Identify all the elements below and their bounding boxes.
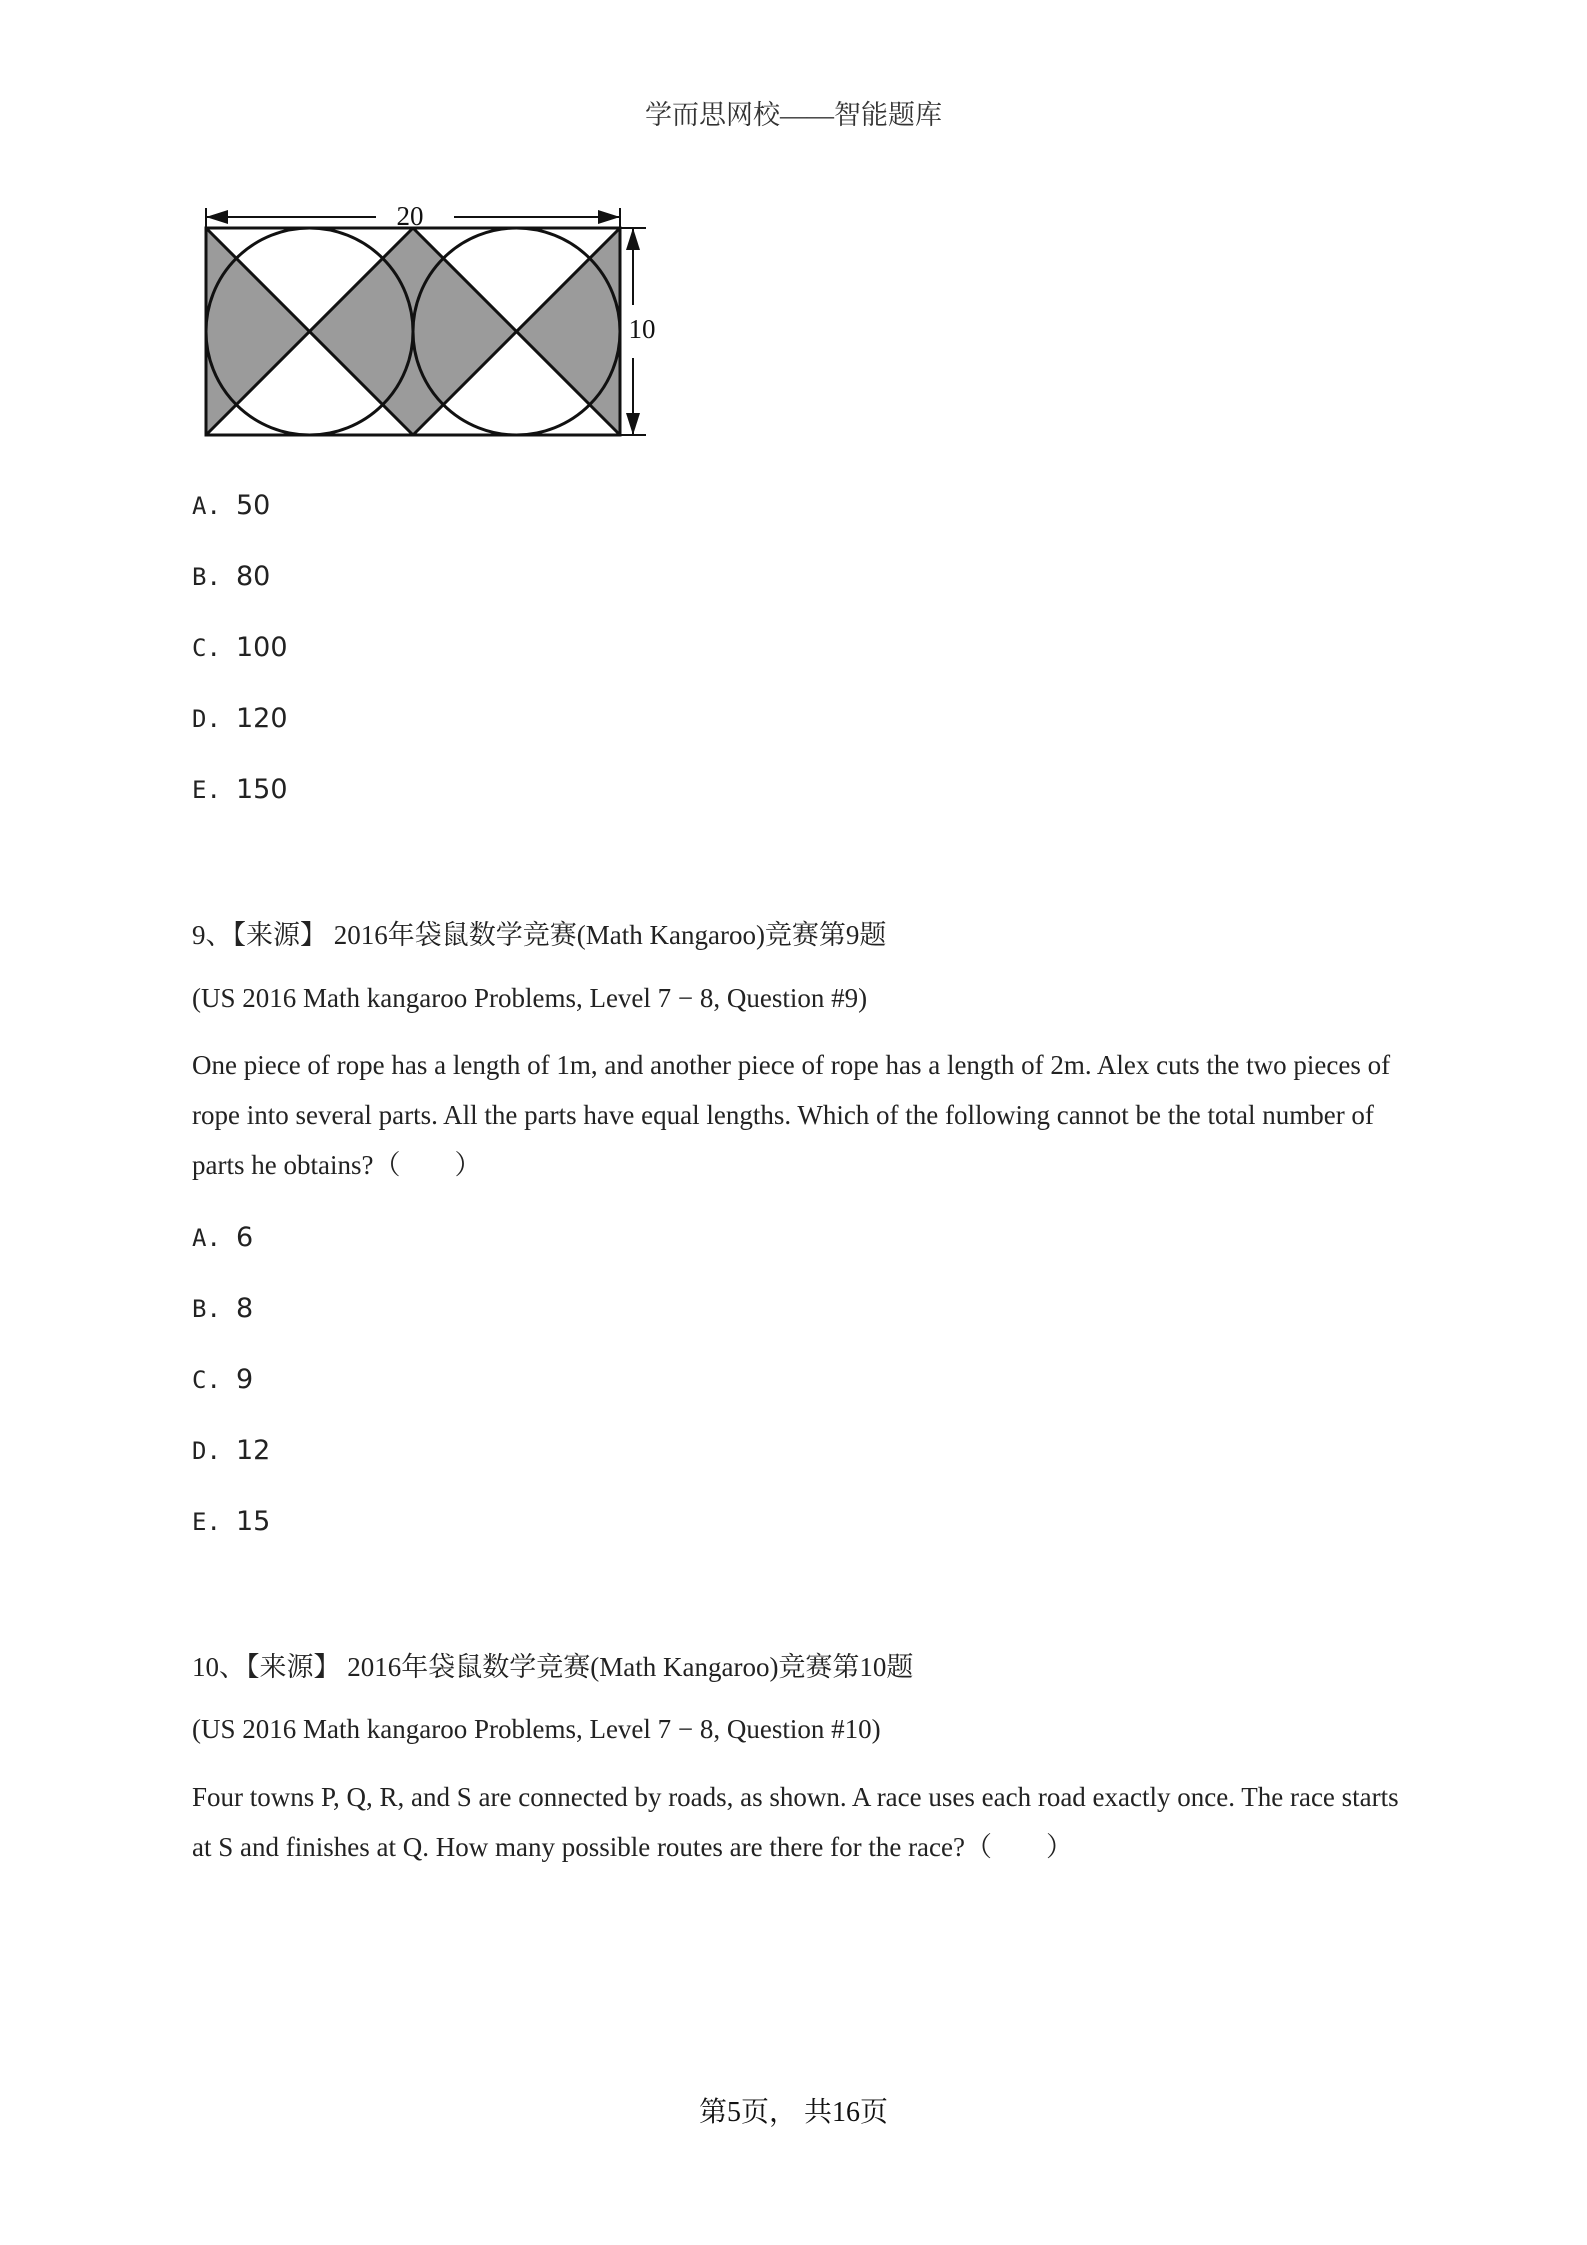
q9-option-b[interactable]: B. 8 — [192, 1293, 254, 1324]
q10-body: Four towns P, Q, R, and S are connected by roads, as shown. A race uses each road exactly once. The race starts at S and finishes at Q. How many possible routes are there for the race?（ ） — [192, 1782, 1399, 1862]
q8-option-c[interactable]: C. 100 — [192, 632, 288, 663]
q9-source: 9、【来源】 2016年袋鼠数学竞赛(Math Kangaroo)竞赛第9题 — [192, 920, 887, 950]
q9-option-a[interactable]: A. 6 — [192, 1222, 254, 1253]
q8-option-b[interactable]: B. 80 — [192, 561, 271, 592]
height-label: 10 — [628, 314, 656, 345]
q8-option-a[interactable]: A. 50 — [192, 490, 271, 521]
q8-option-e[interactable]: E. 150 — [192, 774, 288, 805]
width-label: 20 — [396, 201, 424, 232]
q9-subtitle: (US 2016 Math kangaroo Problems, Level 7 − 8, Question #9) — [192, 983, 868, 1013]
q8-option-d[interactable]: D. 120 — [192, 703, 288, 734]
q9-option-d[interactable]: D. 12 — [192, 1435, 271, 1466]
q10-subtitle: (US 2016 Math kangaroo Problems, Level 7 − 8, Question #10) — [192, 1714, 881, 1744]
page-header: 学而思网校——智能题库 — [645, 100, 942, 130]
q9-body: One piece of rope has a length of 1m, and another piece of rope has a length of 2m. Alex cuts the two pieces of rope into several parts. All the parts have equal lengths. Which of the following cannot be the total number of parts he obtains?（ ） — [192, 1050, 1391, 1180]
geometry-figure — [196, 190, 676, 450]
q9-option-c[interactable]: C. 9 — [192, 1364, 254, 1395]
page-footer: 第5页， 共16页 — [698, 2097, 888, 2128]
q9-option-e[interactable]: E. 15 — [192, 1506, 271, 1537]
q10-source: 10、【来源】 2016年袋鼠数学竞赛(Math Kangaroo)竞赛第10题 — [192, 1652, 914, 1682]
